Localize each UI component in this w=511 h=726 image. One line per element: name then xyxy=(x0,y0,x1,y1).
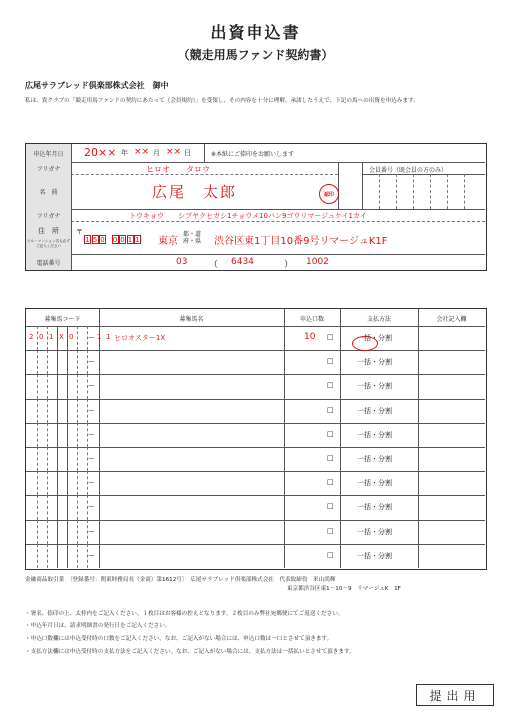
payment-option-sep: ・ xyxy=(371,430,378,439)
payment-option-lump[interactable]: 一括 xyxy=(357,406,371,415)
postal-digit[interactable]: 1 xyxy=(85,236,90,244)
date-year[interactable]: 20×× xyxy=(84,146,117,159)
payment-method[interactable] xyxy=(357,406,392,416)
horse-table xyxy=(25,308,487,570)
header-company-use: 会社記入欄 xyxy=(436,316,467,323)
payment-option-sep: ・ xyxy=(371,479,378,488)
applicant-table xyxy=(25,143,487,271)
payment-option-lump[interactable]: 一括 xyxy=(357,455,371,463)
payment-option-split[interactable]: 分割 xyxy=(378,503,392,512)
note-3: ・申込口数欄には申込受付時の口数をご記入ください。なお、ご記入がない場合には、申込口数は一口とさせて頂きます。 xyxy=(25,636,333,642)
addressee: 広尾サラブレッド倶楽部株式会社 御中 xyxy=(25,81,169,90)
payment-option-lump[interactable]: 一括 xyxy=(357,334,371,342)
note-4: ・支払方法欄には申込受付時の支払方法をご記入ください。なお、ご記入がない場合には、支払方法は一括払いとさせて頂きます。 xyxy=(25,649,355,655)
units-checkbox[interactable]: □ xyxy=(327,333,334,341)
units-checkbox[interactable]: □ xyxy=(327,381,334,390)
payment-option-lump[interactable]: 一括 xyxy=(357,358,371,367)
payment-option-sep: ・ xyxy=(371,551,378,560)
code-dash: ー xyxy=(88,406,95,415)
payment-option-split[interactable]: 分割 xyxy=(378,527,392,536)
postal-digit[interactable]: 0 xyxy=(120,236,125,244)
postal-digit[interactable]: 1 xyxy=(127,236,133,244)
payment-method[interactable] xyxy=(357,381,392,391)
header-payment: 支払方法 xyxy=(366,316,391,323)
intro-text: 私は、貴クラブの「競走用馬ファンドの契約にあたって（会員規約）」を受領し、その内容を十分に理解、承諾したうえで、下記の馬への出資を申込みます。 xyxy=(25,98,419,104)
horse-code-digit[interactable]: 1 xyxy=(106,333,111,341)
phone-number[interactable]: 1002 xyxy=(306,257,329,267)
code-dash: ー xyxy=(88,358,95,367)
phone-label: 電話番号 xyxy=(26,254,72,270)
postal-digit[interactable]: 0 xyxy=(112,236,118,244)
phone-paren-close: ） xyxy=(284,260,294,270)
address-rest[interactable]: 渋谷区東1丁目10番9号リマージュK1F xyxy=(214,236,388,247)
payment-method[interactable] xyxy=(357,430,392,440)
horse-code-digit[interactable]: 1 xyxy=(97,333,102,341)
units-checkbox[interactable]: □ xyxy=(327,454,334,462)
horse-name[interactable]: ヒロオスター1X xyxy=(114,334,166,342)
units-checkbox[interactable]: □ xyxy=(327,550,334,559)
postal-code[interactable] xyxy=(84,227,142,246)
horse-code-digit[interactable]: 0 xyxy=(39,333,44,341)
note-1: ・署名、捺印の上、太枠内をご記入ください。１枚目はお客様の控えとなります。２枚目のみ弊社宛郵便にてご返送ください。 xyxy=(25,611,344,617)
payment-method[interactable] xyxy=(357,454,392,464)
payment-option-split[interactable]: 分割 xyxy=(378,406,392,415)
payment-option-sep: ・ xyxy=(371,334,378,342)
payment-option-split[interactable]: 分割 xyxy=(378,358,392,367)
payment-option-sep: ・ xyxy=(371,527,378,536)
payment-option-lump[interactable]: 一括 xyxy=(357,503,371,512)
month-unit: 月 xyxy=(153,149,160,157)
day-unit: 日 xyxy=(184,149,191,157)
payment-option-lump[interactable]: 一括 xyxy=(357,479,371,488)
units-value[interactable]: 10 xyxy=(304,332,316,342)
payment-option-lump[interactable]: 一括 xyxy=(357,382,371,391)
header-horse-name: 募集馬名 xyxy=(179,316,204,323)
payment-method[interactable] xyxy=(357,502,392,512)
payment-option-sep: ・ xyxy=(371,382,378,391)
units-checkbox[interactable]: □ xyxy=(327,357,334,366)
header-horse-code: 募集馬コード xyxy=(44,316,81,323)
postal-mark: 〒 xyxy=(76,228,83,236)
payment-option-lump[interactable]: 一括 xyxy=(357,527,371,536)
horse-code-digit[interactable]: 1 xyxy=(49,333,54,341)
member-no-label: 会員番号（既会員の方のみ） xyxy=(369,167,448,174)
payment-option-split[interactable]: 分割 xyxy=(378,430,392,439)
name-furigana[interactable]: ヒロオ タロウ xyxy=(146,165,210,174)
payment-method[interactable] xyxy=(357,551,392,561)
payment-option-sep: ・ xyxy=(371,406,378,415)
units-checkbox[interactable]: □ xyxy=(327,429,334,438)
units-checkbox[interactable]: □ xyxy=(327,405,334,414)
code-dash: ー xyxy=(88,503,95,512)
units-checkbox[interactable]: □ xyxy=(327,526,334,535)
payment-selected-circle xyxy=(352,336,378,351)
note-2: ・申込年月日は、請求明細書の発行日をご記入ください。 xyxy=(25,623,171,629)
date-label: 申込年月日 xyxy=(26,144,72,162)
payment-option-sep: ・ xyxy=(371,358,378,367)
payment-method[interactable] xyxy=(357,478,392,488)
address-label-cell xyxy=(26,221,72,254)
submit-copy-label: 提出用 xyxy=(416,684,494,706)
date-month[interactable]: ×× xyxy=(134,147,150,157)
address-label: 住 所 xyxy=(38,227,59,235)
horse-code-digit[interactable]: X xyxy=(59,333,64,341)
code-dash: ー xyxy=(88,455,95,463)
code-dash: ー xyxy=(88,479,95,488)
postal-digit[interactable]: 0 xyxy=(100,236,105,244)
address-furigana-label: フリガナ xyxy=(26,209,72,221)
phone-exchange[interactable]: 6434 xyxy=(231,257,254,267)
payment-option-split[interactable]: 分割 xyxy=(378,334,392,342)
horse-code-digit[interactable]: 2 xyxy=(29,333,34,341)
form-subtitle: （競走用馬ファンド契約書） xyxy=(177,48,334,62)
units-checkbox[interactable]: □ xyxy=(327,478,334,487)
payment-option-split[interactable]: 分割 xyxy=(378,382,392,391)
payment-option-split[interactable]: 分割 xyxy=(378,551,392,560)
payment-option-lump[interactable]: 一括 xyxy=(357,551,371,560)
units-checkbox[interactable]: □ xyxy=(327,502,334,511)
payment-option-lump[interactable]: 一括 xyxy=(357,430,371,439)
company-line-1: 金融商品取引業 〔登録番号：関東財務局長（金商）第1612号〕 広尾サラブレッド倶楽部株式会社 代表取締役 米山尚輝 xyxy=(25,577,336,583)
code-dash: ー xyxy=(88,430,95,439)
code-dash: ー xyxy=(88,527,95,536)
form-title: 出資申込書 xyxy=(210,23,301,42)
payment-method[interactable] xyxy=(357,527,392,537)
date-day[interactable]: ×× xyxy=(166,147,182,157)
code-dash: ー xyxy=(88,334,95,342)
stamp-note: ※本紙にご捺印をお願いします xyxy=(211,151,295,158)
address-note: ビル・マンション名も必ずご記入ください xyxy=(27,239,70,248)
furigana-label: フリガナ xyxy=(26,162,72,174)
code-dash: ー xyxy=(88,551,95,560)
postal-digit[interactable]: 5 xyxy=(92,236,98,244)
payment-option-split[interactable]: 分割 xyxy=(378,479,392,488)
pref-suffix: 都・道 府・県 xyxy=(183,231,202,245)
payment-method[interactable] xyxy=(357,357,392,367)
payment-option-sep: ・ xyxy=(371,503,378,512)
year-unit: 年 xyxy=(121,149,128,157)
code-dash: ー xyxy=(88,382,95,391)
horse-code-digit[interactable]: 0 xyxy=(69,333,74,341)
payment-option-split[interactable]: 分割 xyxy=(378,455,392,463)
company-line-2: 東京都渋谷区東1－10－9 リマージュK 1F xyxy=(287,586,401,592)
header-units: 申込口数 xyxy=(299,316,324,323)
address-furigana[interactable]: トウキョウ シブヤクヒガシ1チョウメ10バン9ゴウリマージュケイ1カイ xyxy=(129,212,367,220)
seal-stamp: 認印 xyxy=(319,184,339,204)
payment-option-sep: ・ xyxy=(371,455,378,463)
phone-paren-open: （ xyxy=(209,260,219,270)
name-label: 名 前 xyxy=(26,174,72,209)
postal-digit[interactable]: 1 xyxy=(135,236,140,244)
prefecture[interactable]: 東京 xyxy=(158,236,178,247)
name-value[interactable]: 広尾 太郎 xyxy=(152,183,238,201)
phone-area[interactable]: 03 xyxy=(176,257,188,267)
